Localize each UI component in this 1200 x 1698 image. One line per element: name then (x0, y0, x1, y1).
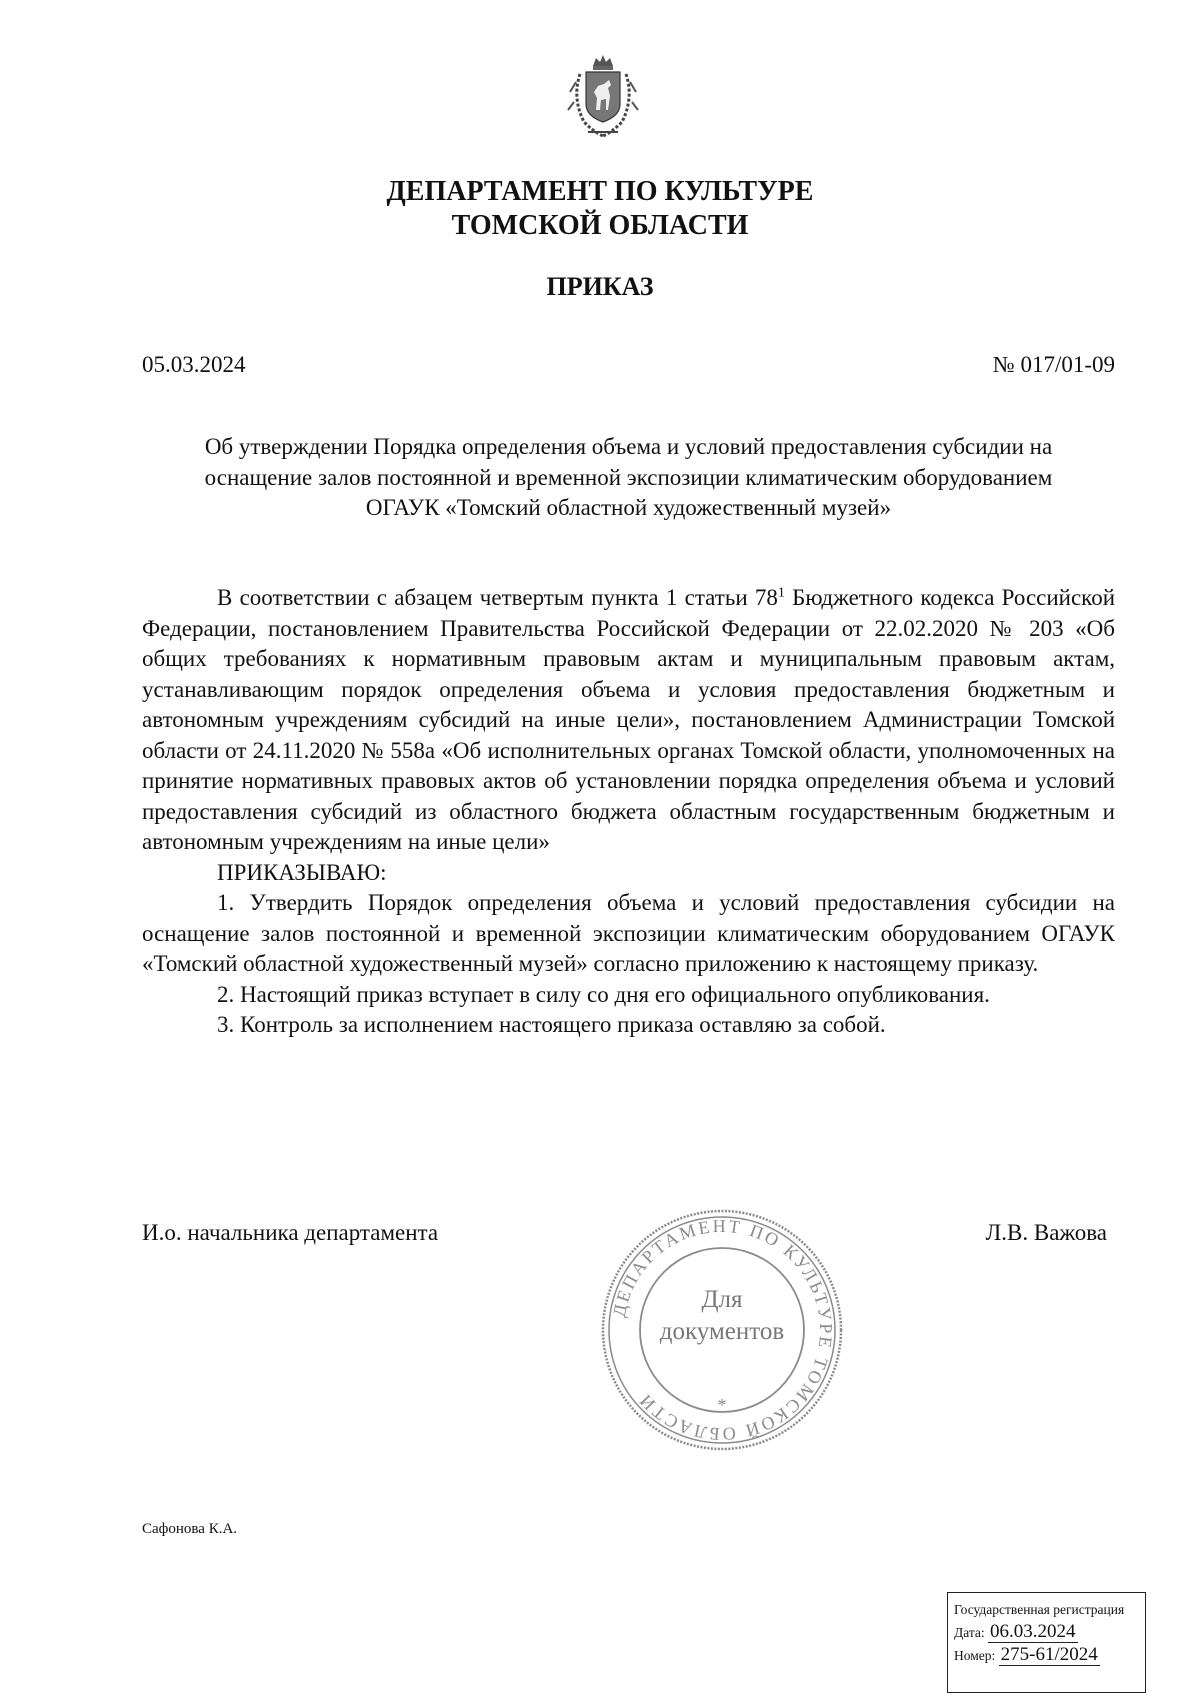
registration-title: Государственная регистрация (954, 1602, 1125, 1617)
subject-line: Об утверждении Порядка определения объема и условий предоставления субсидии на (204, 434, 1053, 459)
document-number: № 017/01-09 (992, 352, 1115, 377)
preamble-text-b: Бюджетного кодекса Российской Федерации, постановлением Правительства Российской Федерации от 22.02.2020 № 203 «Об общих требованиях к нормативным правовым актам и муниципальным правовым актам, устанавливающим порядок определения объема и условия предоставления бюджетным и автономным учреждениям субсидий на иные цели», постановлением Администрации Томской области от 24.11.2020 № 558а «Об исполнительных органах Томской области, уполномоченных на принятие нормативных правовых актов об установлении порядка определения объема и условий предоставления субсидий из областного бюджета областным государственным бюджетным и автономным учреждениям на иные цели» (142, 585, 1116, 854)
order-item-1: 1. Утвердить Порядок определения объема и условий предоставления субсидии на оснащение залов постоянной и временной экспозиции климатическим оборудованием ОГАУК «Томский областной художественный музей» согласно приложению к настоящему приказу. (142, 890, 1115, 976)
coat-of-arms-icon (566, 52, 640, 144)
registration-number-label: Номер: (954, 1648, 996, 1663)
document-subject (142, 432, 1115, 524)
preamble-text-a: В соответствии с абзацем четвертым пункта 1 статьи 78 (217, 585, 778, 610)
document-type: ПРИКАЗ (546, 272, 654, 301)
signatory-name: Л.В. Важова (985, 1220, 1107, 1245)
registration-box (947, 1592, 1146, 1693)
article-superscript: 1 (777, 585, 785, 601)
subject-line: ОГАУК «Томский областной художественный музей» (365, 495, 892, 520)
document-body (142, 583, 1115, 1041)
order-word: ПРИКАЗЫВАЮ: (217, 859, 387, 885)
org-line-2: ТОМСКОЙ ОБЛАСТИ (451, 210, 749, 241)
organization-title (0, 175, 1200, 243)
registration-number-row (954, 1644, 1139, 1667)
order-item-3: 3. Контроль за исполнением настоящего приказа оставляю за собой. (217, 1012, 886, 1037)
stamp-center-line-1: Для (701, 1286, 743, 1313)
stamp-star: * (717, 1395, 727, 1415)
order-item-2: 2. Настоящий приказ вступает в силу со дня его официального опубликования. (217, 981, 990, 1007)
preamble-paragraph (142, 583, 1115, 858)
registration-date-label: Дата: (954, 1625, 985, 1640)
signatory-position: И.о. начальника департамента (142, 1220, 439, 1245)
stamp-center-line-2: документов (659, 1318, 785, 1345)
registration-date-row (954, 1621, 1139, 1644)
stamp-ring-text: ДЕПАРТАМЕНТ ПО КУЛЬТУРЕ ТОМСКОЙ ОБЛАСТИ (608, 1215, 837, 1445)
registration-date-value: 06.03.2024 (990, 1621, 1076, 1642)
subject-line: оснащение залов постоянной и временной экспозиции климатическим оборудованием (204, 464, 1053, 490)
registration-number-value: 275-61/2024 (1000, 1644, 1098, 1665)
executor-name: Сафонова К.А. (142, 1521, 238, 1537)
document-date: 05.03.2024 (142, 352, 246, 377)
org-line-1: ДЕПАРТАМЕНТ ПО КУЛЬТУРЕ (386, 176, 814, 207)
